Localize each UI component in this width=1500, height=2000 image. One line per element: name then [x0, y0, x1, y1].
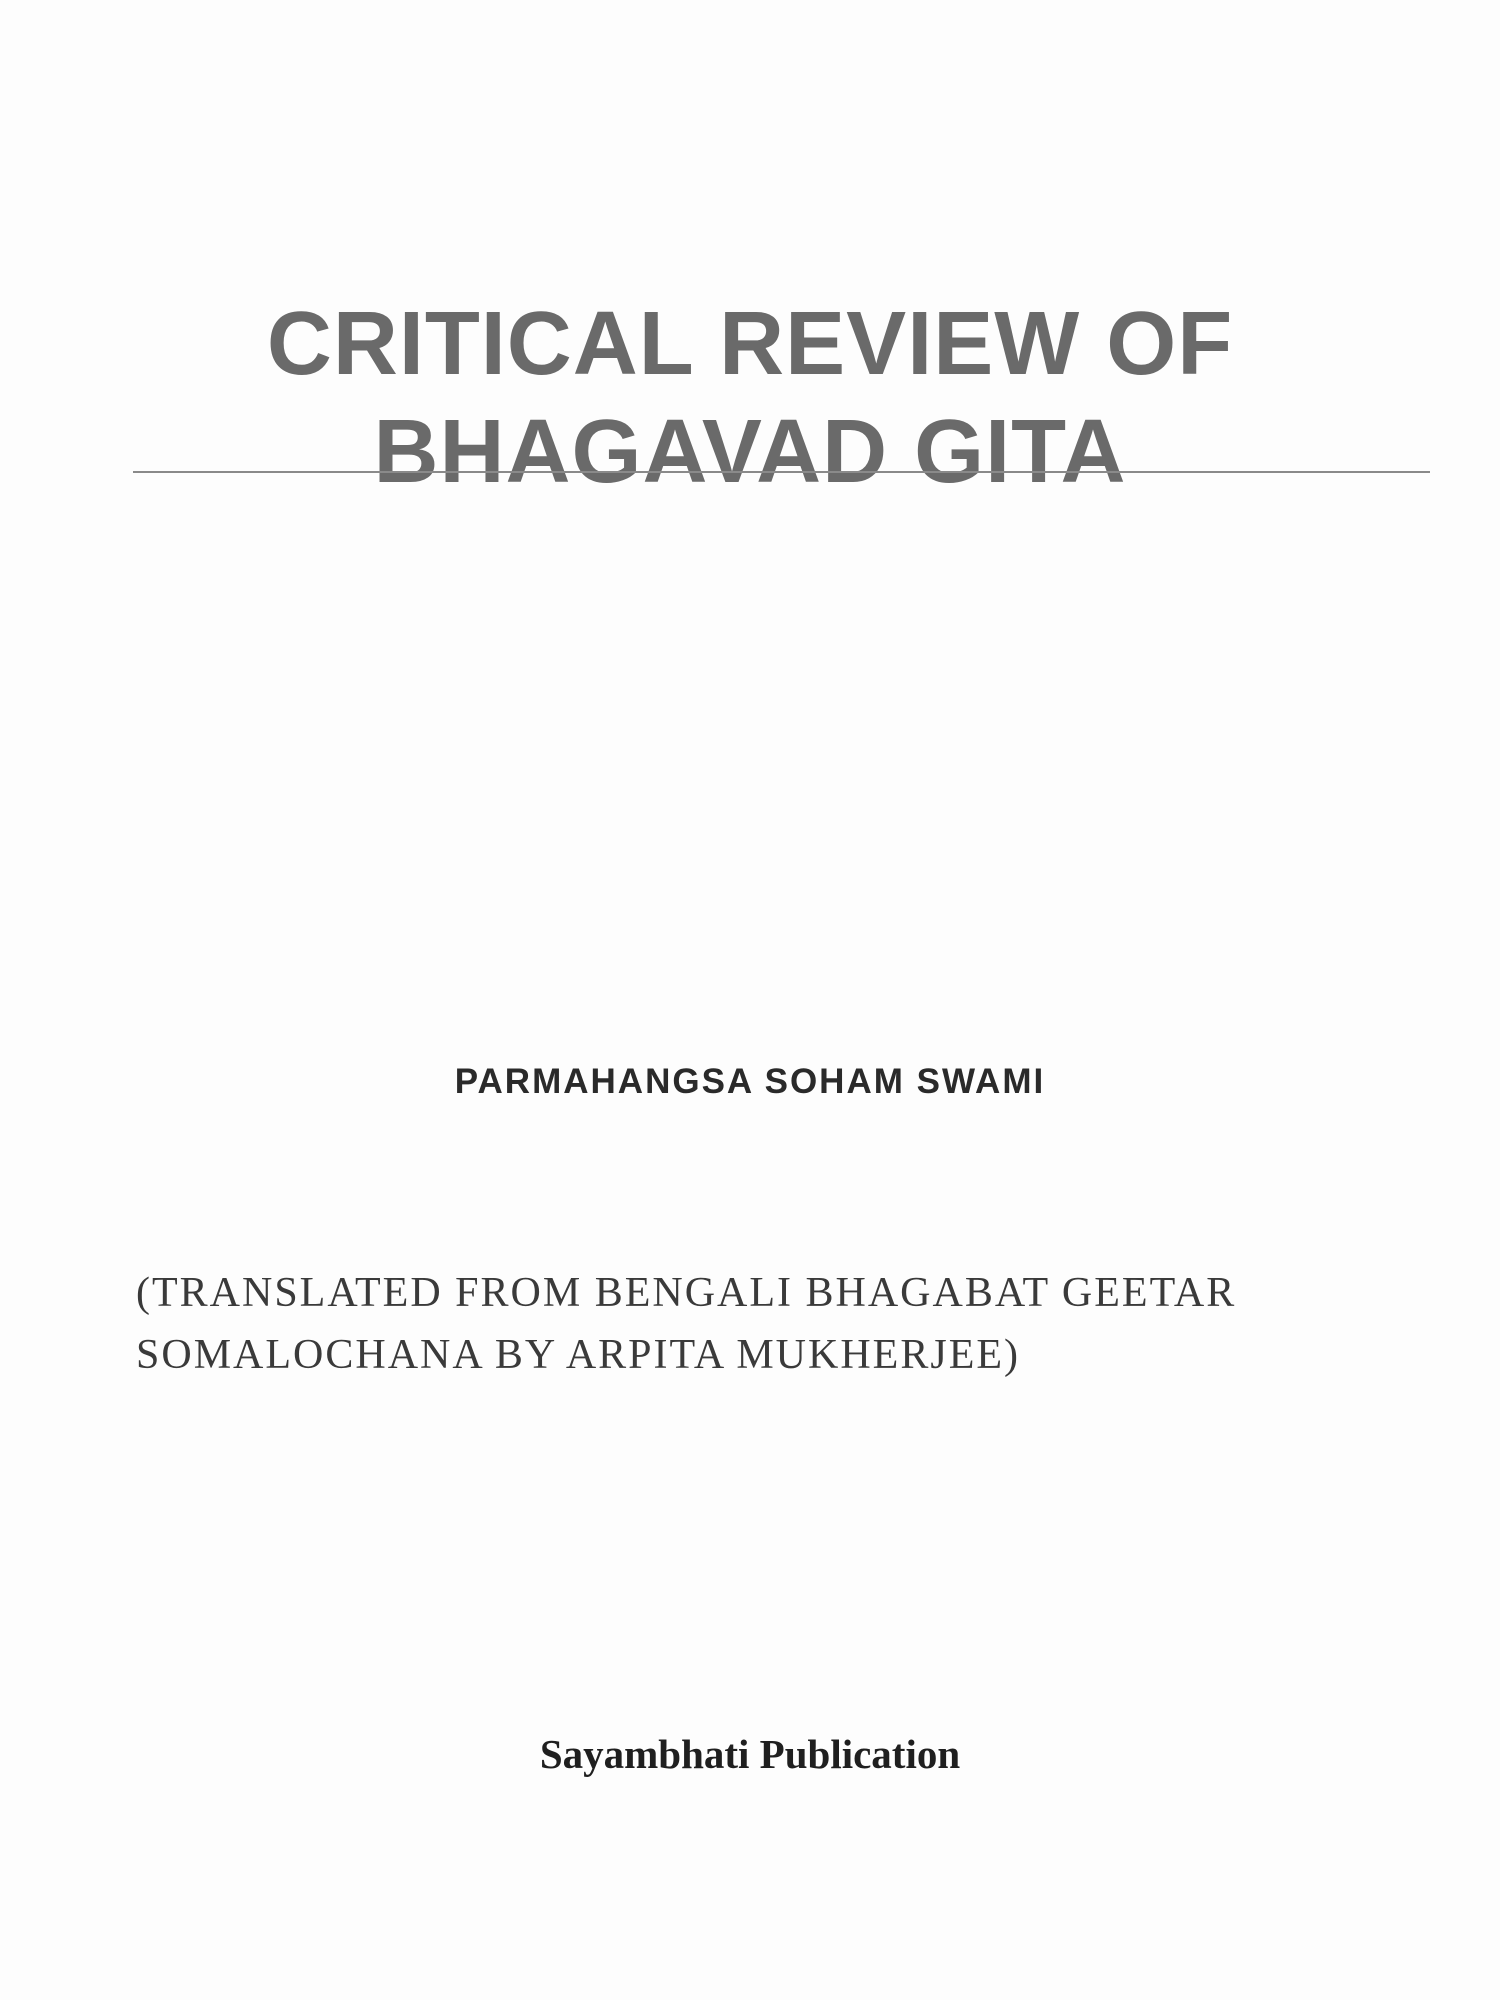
translation-note-line-2: SOMALOCHANA BY ARPITA MUKHERJEE)	[136, 1332, 1020, 1378]
translation-note	[136, 1262, 1386, 1386]
author-name: PARMAHANGSA SOHAM SWAMI	[454, 1062, 1046, 1101]
book-title	[140, 290, 1360, 506]
translation-note-line-1: (TRANSLATED FROM BENGALI BHAGABAT GEETAR	[136, 1270, 1237, 1316]
title-divider	[133, 471, 1430, 473]
publisher-name: Sayambhati Publication	[539, 1731, 961, 1777]
book-title-line-1: CRITICAL REVIEW OF	[266, 294, 1234, 395]
book-title-line-2: BHAGAVAD GITA	[373, 402, 1127, 503]
